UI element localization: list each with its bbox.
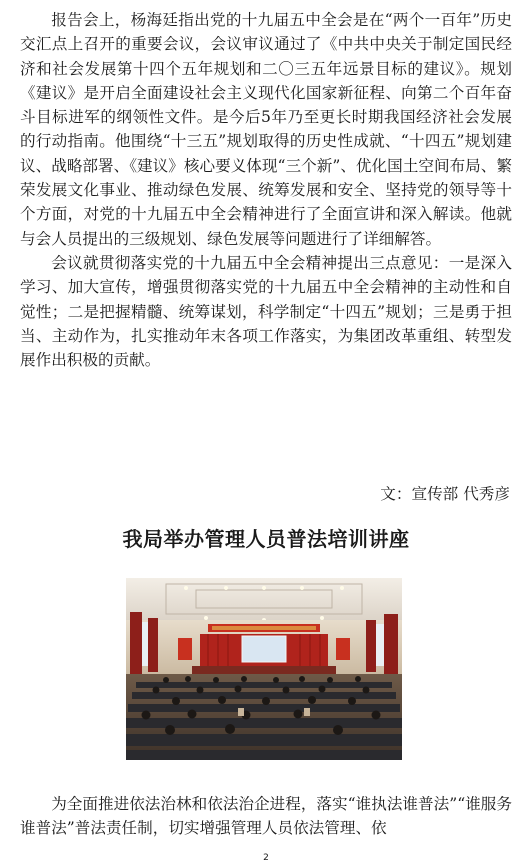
conference-hall-photo <box>126 578 402 760</box>
article1-byline: 文：宣传部 代秀彦 <box>380 485 510 503</box>
page-number: 2 <box>263 853 269 863</box>
article1-paragraph-1: 报告会上，杨海廷指出党的十九届五中全会是在“两个一百年”历史交汇点上召开的重要会议，会议审议通过了《中共中央关于制定国民经济和社会发展第十四个五年规划和二〇三五年远景目标的建议》。规划《建议》是开启全面建设社会主义现代化国家新征程、向第二个百年奋斗目标进军的纲领性文件。是今后5年乃至更长时期我国经济社会发展的行动指南。他围绕“十三五”规划取得的历史性成就、“十四五”规划建议、战略部署、《建议》核心要义体现“三个新”、优化国土空间布局、繁荣发展文化事业、推动绿色发展、统筹发展和安全、坚持党的领导等十个方面，对党的十九届五中全会精神进行了全面宣讲和深入解读。他就与会人员提出的三级规划、绿色发展等问题进行了详细解答。 <box>20 11 512 248</box>
article2-title: 我局举办管理人员普法培训讲座 <box>122 527 410 551</box>
article1-body <box>20 8 512 372</box>
article2-paragraph-1: 为全面推进依法治林和依法治企进程，落实“谁执法谁普法”“谁服务谁普法”普法责任制，切实增强管理人员依法管理、依 <box>20 795 512 838</box>
article1-paragraph-2: 会议就贯彻落实党的十九届五中全会精神提出三点意见：一是深入学习、加大宣传，增强贯彻落实党的十九届五中全会精神的主动性和自觉性；二是把握精髓、统筹谋划，科学制定“十四五”规划；三是勇于担当、主动作为，扎实推动年末各项工作落实，为集团改革重组、转型发展作出积极的贡献。 <box>20 253 512 370</box>
article2-body <box>20 792 512 841</box>
